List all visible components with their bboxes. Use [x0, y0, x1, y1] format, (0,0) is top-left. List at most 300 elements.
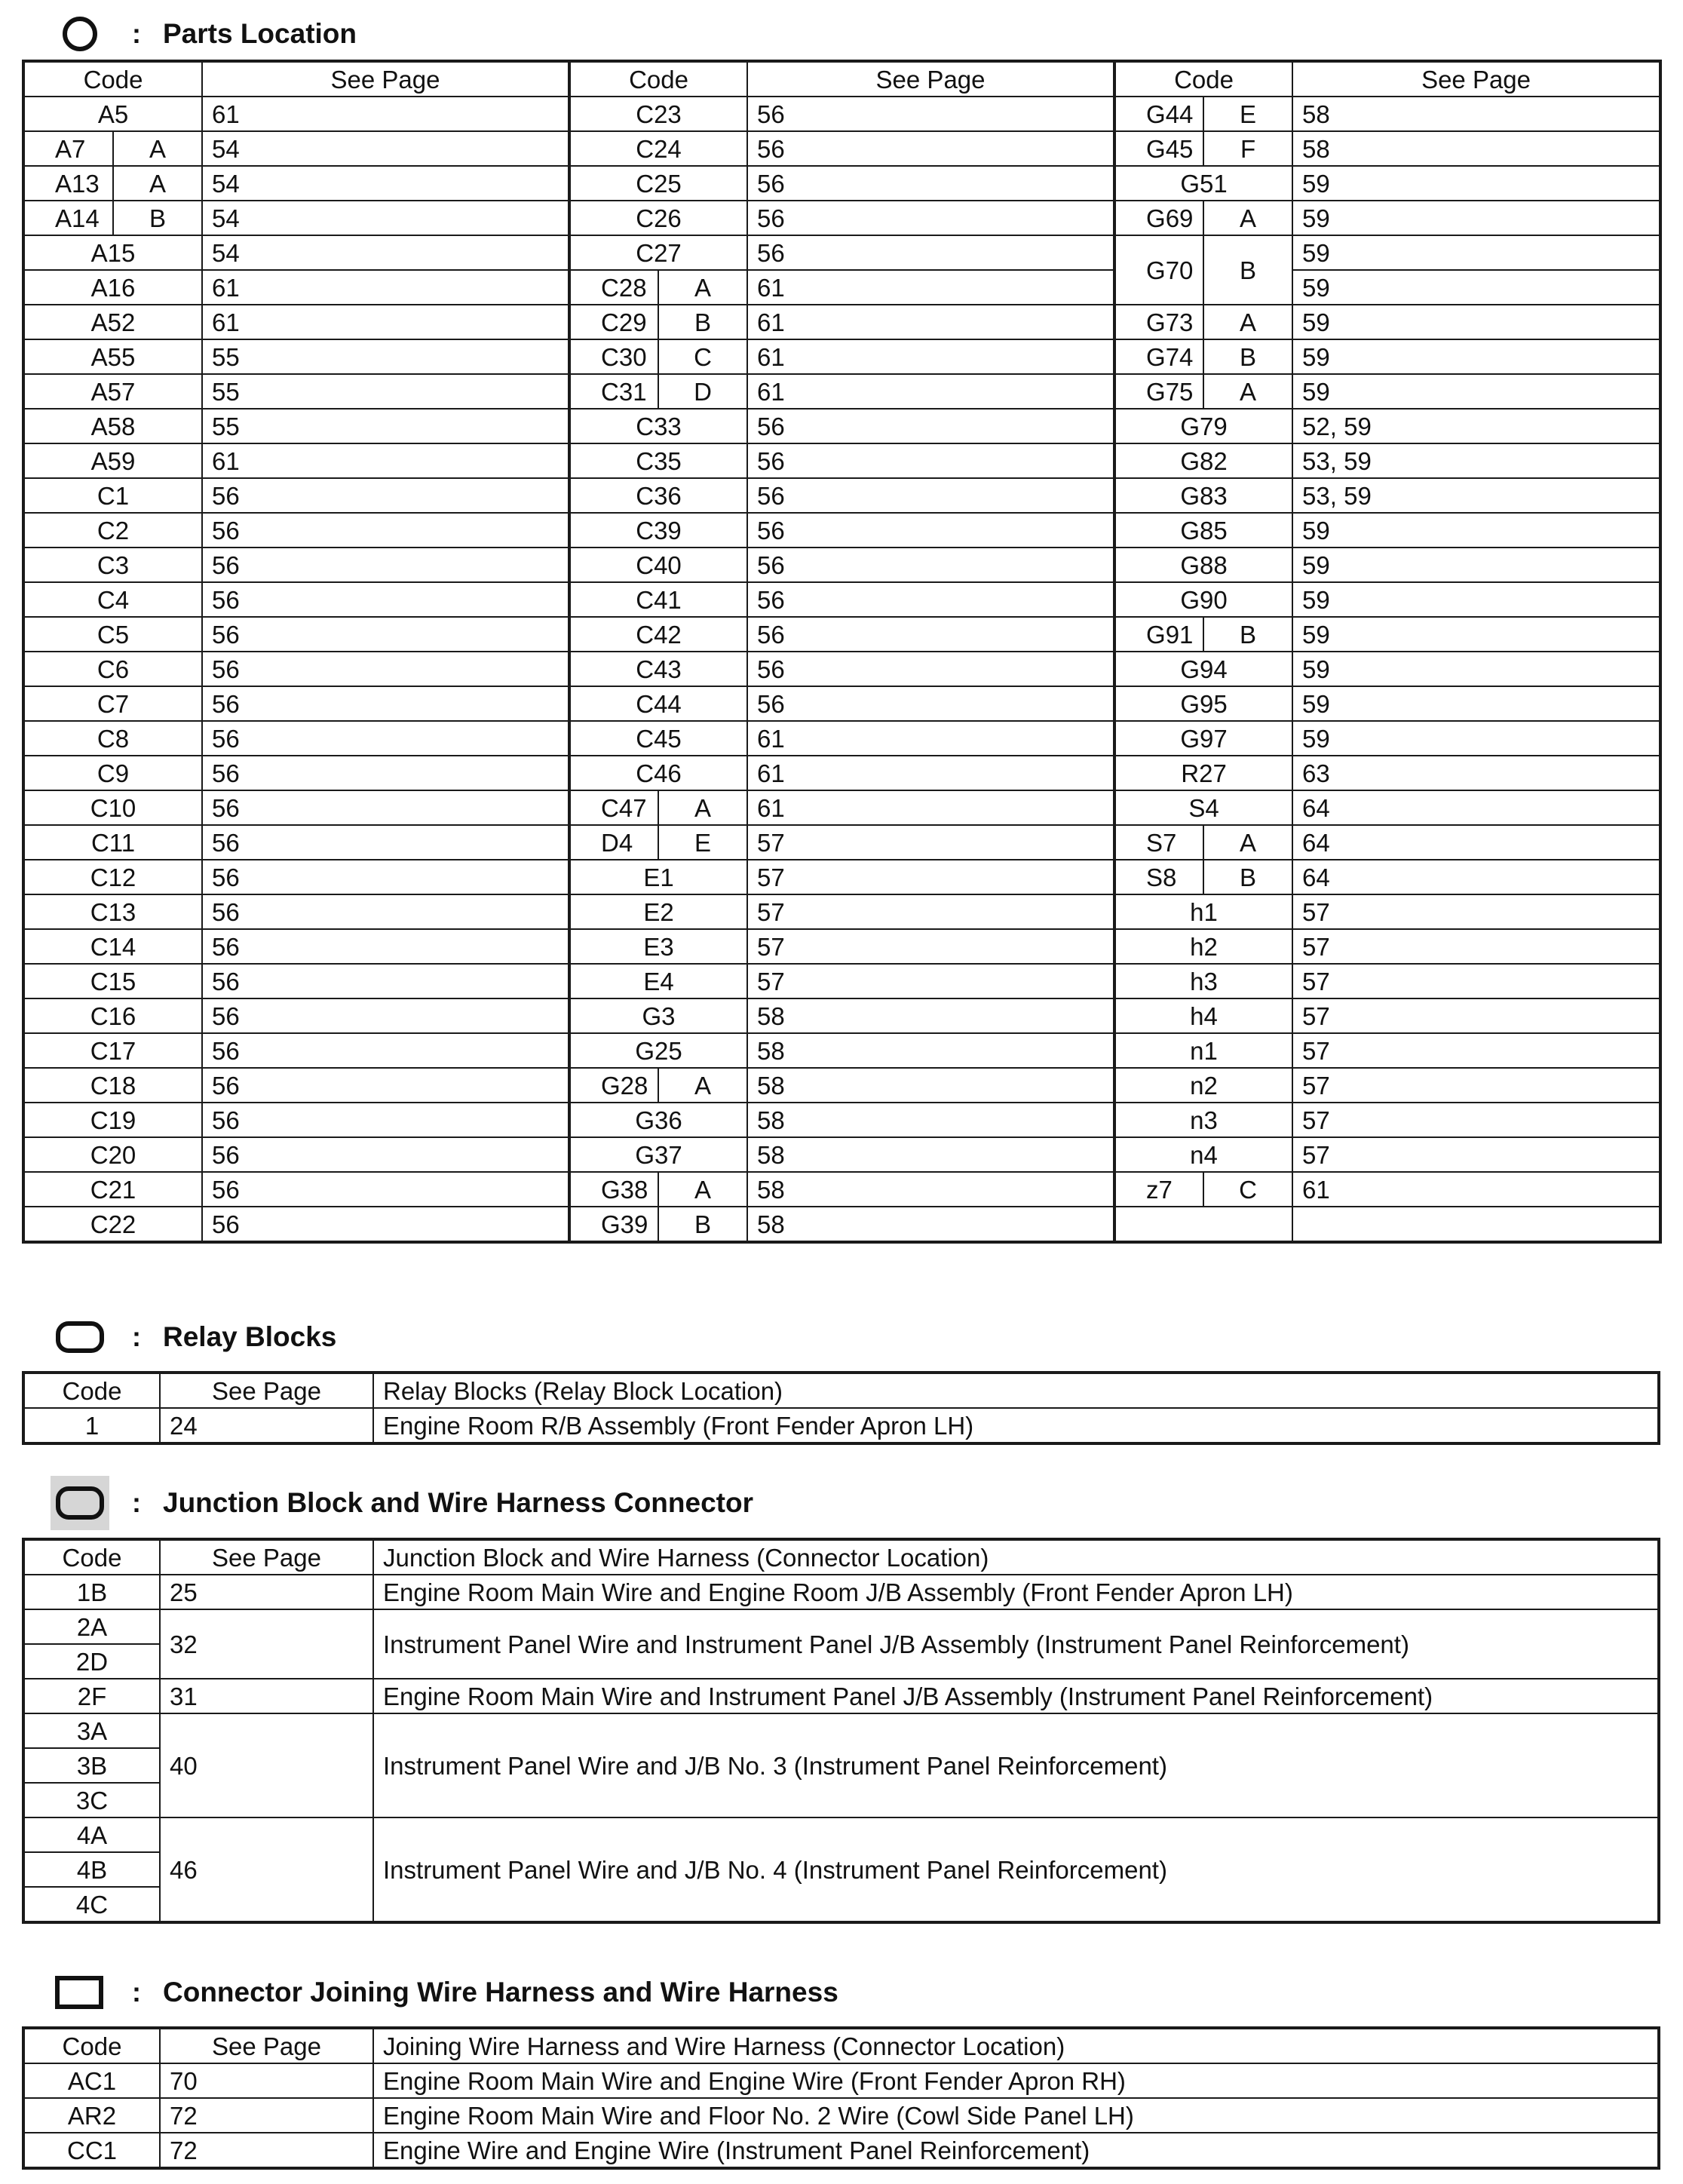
code-header: Code [24, 1540, 160, 1575]
code-cell: G3 [569, 998, 747, 1033]
code-cell: G74 [1114, 339, 1203, 374]
table-row [24, 2133, 1658, 2167]
code-cell: AR2 [24, 2098, 160, 2133]
table-row [24, 374, 1660, 409]
code-cell: C35 [569, 443, 747, 478]
see-page-header: See Page [747, 62, 1114, 97]
page-cell: 61 [202, 443, 569, 478]
code-cell: AC1 [24, 2063, 160, 2098]
table-row [24, 1408, 1658, 1443]
page-cell: 59 [1292, 513, 1660, 548]
code-cell: 3A [24, 1713, 160, 1748]
table-row [24, 1103, 1660, 1137]
code-cell: A58 [24, 409, 202, 443]
shaded-rounded-rect-icon [50, 1480, 110, 1526]
sub-code-cell: A [658, 270, 747, 305]
table-row [24, 998, 1660, 1033]
sub-code-cell: A [1203, 305, 1292, 339]
table-row [24, 1679, 1658, 1713]
code-cell: 1B [24, 1575, 160, 1609]
sub-code-cell: C [1203, 1172, 1292, 1207]
page-cell: 57 [1292, 964, 1660, 998]
table-row [24, 443, 1660, 478]
code-cell: C15 [24, 964, 202, 998]
table-row [24, 1575, 1658, 1609]
page-cell: 56 [747, 166, 1114, 201]
table-row [24, 1207, 1660, 1241]
page-cell: 56 [747, 409, 1114, 443]
table-row [24, 235, 1660, 270]
page-cell: 56 [202, 1172, 569, 1207]
page-cell: 56 [202, 860, 569, 894]
table-row [24, 305, 1660, 339]
page-cell: 56 [747, 97, 1114, 131]
table-row [24, 166, 1660, 201]
code-header: Code [569, 62, 747, 97]
page-cell: 56 [747, 686, 1114, 721]
table-row [24, 2098, 1658, 2133]
sub-code-cell: B [658, 305, 747, 339]
code-cell: G39 [569, 1207, 658, 1241]
page-cell: 46 [160, 1817, 373, 1922]
description-cell: Engine Room Main Wire and Engine Wire (Front Fender Apron RH) [373, 2063, 1658, 2098]
page-cell: 70 [160, 2063, 373, 2098]
code-cell: G51 [1114, 166, 1292, 201]
code-cell [1114, 1207, 1292, 1241]
page-cell: 57 [1292, 1033, 1660, 1068]
page-cell: 58 [1292, 131, 1660, 166]
table-row [24, 721, 1660, 756]
code-cell: G37 [569, 1137, 747, 1172]
page-cell: 31 [160, 1679, 373, 1713]
page-cell: 61 [1292, 1172, 1660, 1207]
page-cell: 56 [202, 582, 569, 617]
code-cell: A13 [24, 166, 113, 201]
code-cell: C11 [24, 825, 202, 860]
sub-code-cell: B [1203, 860, 1292, 894]
page-cell: 56 [202, 790, 569, 825]
joining-connector-heading [50, 1970, 838, 2015]
code-cell: A59 [24, 443, 202, 478]
code-cell: C22 [24, 1207, 202, 1241]
code-header: Code [1114, 62, 1292, 97]
junction-block-title: Junction Block and Wire Harness Connector [163, 1487, 753, 1518]
sub-code-cell: B [1203, 235, 1292, 305]
code-cell: n2 [1114, 1068, 1292, 1103]
page-cell: 64 [1292, 860, 1660, 894]
code-cell: D4 [569, 825, 658, 860]
page-cell: 63 [1292, 756, 1660, 790]
description-cell: Engine Room R/B Assembly (Front Fender Apron LH) [373, 1408, 1658, 1443]
page-cell: 55 [202, 339, 569, 374]
page-cell: 56 [747, 652, 1114, 686]
page-cell: 56 [747, 478, 1114, 513]
page-cell: 59 [1292, 617, 1660, 652]
joining-connector-title: Connector Joining Wire Harness and Wire Harness [163, 1977, 838, 2008]
table-row [24, 478, 1660, 513]
page-cell: 55 [202, 409, 569, 443]
page-cell: 59 [1292, 652, 1660, 686]
code-cell: n3 [1114, 1103, 1292, 1137]
code-cell: C1 [24, 478, 202, 513]
page-cell: 59 [1292, 721, 1660, 756]
code-cell: C30 [569, 339, 658, 374]
code-cell: C39 [569, 513, 747, 548]
table-row [24, 756, 1660, 790]
code-cell: C45 [569, 721, 747, 756]
code-cell: G73 [1114, 305, 1203, 339]
sub-code-cell: B [658, 1207, 747, 1241]
page-cell: 56 [202, 825, 569, 860]
code-cell: C5 [24, 617, 202, 652]
page-cell: 58 [747, 1103, 1114, 1137]
code-cell: C12 [24, 860, 202, 894]
page-cell: 59 [1292, 582, 1660, 617]
code-cell: C23 [569, 97, 747, 131]
code-cell: G70 [1114, 235, 1203, 305]
parts-location-table [23, 61, 1660, 1242]
table-header-row [24, 2029, 1658, 2063]
page-cell: 72 [160, 2133, 373, 2167]
code-cell: G88 [1114, 548, 1292, 582]
page-cell: 61 [747, 270, 1114, 305]
code-cell: G28 [569, 1068, 658, 1103]
code-cell: 2D [24, 1644, 160, 1679]
code-cell: C3 [24, 548, 202, 582]
page-cell: 57 [1292, 894, 1660, 929]
code-header: Code [24, 2029, 160, 2063]
table-row [24, 201, 1660, 235]
page-cell: 61 [747, 721, 1114, 756]
page-cell: 56 [202, 1068, 569, 1103]
code-cell: C24 [569, 131, 747, 166]
page-cell: 57 [1292, 929, 1660, 964]
code-cell: z7 [1114, 1172, 1203, 1207]
code-cell: 4B [24, 1852, 160, 1887]
description-cell: Engine Room Main Wire and Engine Room J/B Assembly (Front Fender Apron LH) [373, 1575, 1658, 1609]
relay-blocks-table [23, 1373, 1659, 1443]
code-cell: 2A [24, 1609, 160, 1644]
code-cell: C13 [24, 894, 202, 929]
parts-location-heading [50, 11, 357, 57]
sub-code-cell: C [658, 339, 747, 374]
code-cell: 4A [24, 1817, 160, 1852]
relay-blocks-heading [50, 1314, 336, 1360]
sub-code-cell: A [658, 790, 747, 825]
page-cell: 57 [747, 929, 1114, 964]
code-cell: C19 [24, 1103, 202, 1137]
page-cell: 56 [202, 652, 569, 686]
table-row [24, 97, 1660, 131]
see-page-header: See Page [160, 2029, 373, 2063]
table-row [24, 929, 1660, 964]
code-cell: A52 [24, 305, 202, 339]
page-cell: 59 [1292, 339, 1660, 374]
description-cell: Instrument Panel Wire and Instrument Panel J/B Assembly (Instrument Panel Reinforcement) [373, 1609, 1658, 1679]
code-cell: G83 [1114, 478, 1292, 513]
parts-location-title: Parts Location [163, 18, 357, 49]
page-cell: 61 [747, 790, 1114, 825]
page-cell: 59 [1292, 305, 1660, 339]
junction-block-table [23, 1539, 1659, 1922]
code-cell: C6 [24, 652, 202, 686]
code-cell: G25 [569, 1033, 747, 1068]
sub-code-cell: A [1203, 825, 1292, 860]
page-cell: 56 [202, 617, 569, 652]
code-cell: R27 [1114, 756, 1292, 790]
table-row [24, 2063, 1658, 2098]
code-cell: A15 [24, 235, 202, 270]
page-cell: 56 [202, 478, 569, 513]
code-cell: C27 [569, 235, 747, 270]
page-cell: 56 [747, 235, 1114, 270]
code-cell: C8 [24, 721, 202, 756]
code-cell: C41 [569, 582, 747, 617]
page-cell: 57 [747, 964, 1114, 998]
page-cell: 59 [1292, 686, 1660, 721]
table-row [24, 270, 1660, 305]
table-row [24, 582, 1660, 617]
code-cell: G97 [1114, 721, 1292, 756]
code-cell: G91 [1114, 617, 1203, 652]
page-cell: 56 [747, 443, 1114, 478]
table-row [24, 686, 1660, 721]
code-cell: G44 [1114, 97, 1203, 131]
junction-block-heading [50, 1480, 753, 1526]
code-cell: C2 [24, 513, 202, 548]
page-cell: 24 [160, 1408, 373, 1443]
page-cell: 56 [202, 894, 569, 929]
code-cell: S4 [1114, 790, 1292, 825]
code-cell: C33 [569, 409, 747, 443]
code-cell: h2 [1114, 929, 1292, 964]
heading-colon: : [132, 18, 141, 49]
heading-colon: : [132, 1977, 141, 2008]
sub-code-cell: F [1203, 131, 1292, 166]
page-cell: 56 [202, 964, 569, 998]
table-row [24, 1817, 1658, 1852]
code-cell: h1 [1114, 894, 1292, 929]
code-cell: C9 [24, 756, 202, 790]
sub-code-cell: A [658, 1068, 747, 1103]
code-cell: A7 [24, 131, 113, 166]
page-cell: 54 [202, 131, 569, 166]
see-page-header: See Page [202, 62, 569, 97]
table-row [24, 409, 1660, 443]
description-cell: Engine Room Main Wire and Floor No. 2 Wire (Cowl Side Panel LH) [373, 2098, 1658, 2133]
page-cell: 57 [1292, 1137, 1660, 1172]
code-cell: n4 [1114, 1137, 1292, 1172]
code-cell: A5 [24, 97, 202, 131]
code-cell: C43 [569, 652, 747, 686]
rounded-rect-icon [50, 1314, 110, 1360]
page-cell: 53, 59 [1292, 443, 1660, 478]
table-row [24, 617, 1660, 652]
code-cell: 3C [24, 1783, 160, 1817]
page-cell: 56 [202, 1207, 569, 1241]
code-cell: A57 [24, 374, 202, 409]
page-cell: 56 [747, 513, 1114, 548]
page-cell: 58 [747, 1207, 1114, 1241]
code-header: Code [24, 1373, 160, 1408]
sub-code-cell: E [658, 825, 747, 860]
sub-code-cell: A [658, 1172, 747, 1207]
page-cell: 58 [747, 1068, 1114, 1103]
page-cell: 56 [202, 686, 569, 721]
page-cell: 56 [202, 548, 569, 582]
table-row [24, 1713, 1658, 1748]
page-cell: 59 [1292, 548, 1660, 582]
sub-code-cell: D [658, 374, 747, 409]
page-cell: 64 [1292, 790, 1660, 825]
page-cell: 58 [747, 1137, 1114, 1172]
table-row [24, 860, 1660, 894]
code-cell: C7 [24, 686, 202, 721]
page-cell: 57 [1292, 998, 1660, 1033]
page-cell: 32 [160, 1609, 373, 1679]
table-header-row [24, 1540, 1658, 1575]
description-cell: Engine Wire and Engine Wire (Instrument Panel Reinforcement) [373, 2133, 1658, 2167]
code-cell: C16 [24, 998, 202, 1033]
code-cell: C18 [24, 1068, 202, 1103]
description-header: Junction Block and Wire Harness (Connector Location) [373, 1540, 1658, 1575]
page-cell: 58 [1292, 97, 1660, 131]
page-cell: 56 [747, 131, 1114, 166]
code-cell: E1 [569, 860, 747, 894]
table-row [24, 513, 1660, 548]
page-cell: 56 [202, 998, 569, 1033]
page-cell: 61 [202, 270, 569, 305]
code-cell: C40 [569, 548, 747, 582]
page-cell: 59 [1292, 374, 1660, 409]
page-cell: 58 [747, 1033, 1114, 1068]
code-cell: C25 [569, 166, 747, 201]
code-cell: A14 [24, 201, 113, 235]
page-cell: 54 [202, 201, 569, 235]
page-cell: 61 [202, 305, 569, 339]
page-cell: 56 [747, 548, 1114, 582]
page-cell: 52, 59 [1292, 409, 1660, 443]
table-row [24, 964, 1660, 998]
page-cell: 59 [1292, 166, 1660, 201]
page-cell: 56 [202, 513, 569, 548]
code-cell: C4 [24, 582, 202, 617]
code-cell: C31 [569, 374, 658, 409]
page-cell: 61 [202, 97, 569, 131]
code-cell: 2F [24, 1679, 160, 1713]
page-cell: 61 [747, 374, 1114, 409]
page-cell: 56 [202, 721, 569, 756]
description-header: Joining Wire Harness and Wire Harness (Connector Location) [373, 2029, 1658, 2063]
code-cell: h4 [1114, 998, 1292, 1033]
code-cell: C47 [569, 790, 658, 825]
page-cell: 58 [747, 1172, 1114, 1207]
code-cell: C14 [24, 929, 202, 964]
page-cell: 59 [1292, 235, 1660, 270]
code-cell: A55 [24, 339, 202, 374]
table-row [24, 339, 1660, 374]
see-page-header: See Page [1292, 62, 1660, 97]
heading-colon: : [132, 1487, 141, 1518]
table-row [24, 548, 1660, 582]
code-cell: G82 [1114, 443, 1292, 478]
square-icon [50, 1970, 110, 2015]
table-header-row [24, 62, 1660, 97]
code-cell: E4 [569, 964, 747, 998]
page-cell: 61 [747, 305, 1114, 339]
page-cell: 64 [1292, 825, 1660, 860]
code-cell: G36 [569, 1103, 747, 1137]
sub-code-cell: A [113, 131, 202, 166]
code-cell: C42 [569, 617, 747, 652]
table-row [24, 825, 1660, 860]
code-cell: C26 [569, 201, 747, 235]
code-cell: E2 [569, 894, 747, 929]
page-cell: 56 [747, 617, 1114, 652]
page-cell: 57 [1292, 1103, 1660, 1137]
page-cell: 56 [202, 929, 569, 964]
page-cell: 56 [202, 1137, 569, 1172]
code-cell: C21 [24, 1172, 202, 1207]
code-cell: G69 [1114, 201, 1203, 235]
page-cell: 57 [747, 825, 1114, 860]
table-row [24, 894, 1660, 929]
page-cell: 40 [160, 1713, 373, 1817]
code-cell: CC1 [24, 2133, 160, 2167]
sub-code-cell: A [1203, 374, 1292, 409]
code-cell: G94 [1114, 652, 1292, 686]
see-page-header: See Page [160, 1373, 373, 1408]
code-cell: C46 [569, 756, 747, 790]
page-cell: 54 [202, 166, 569, 201]
page-cell: 61 [747, 339, 1114, 374]
code-cell: G90 [1114, 582, 1292, 617]
sub-code-cell: B [1203, 339, 1292, 374]
page-cell: 56 [202, 1103, 569, 1137]
page-cell: 58 [747, 998, 1114, 1033]
code-cell: G75 [1114, 374, 1203, 409]
table-row [24, 652, 1660, 686]
sub-code-cell: B [113, 201, 202, 235]
code-cell: G79 [1114, 409, 1292, 443]
code-cell: C10 [24, 790, 202, 825]
table-row [24, 1137, 1660, 1172]
page-cell: 56 [202, 756, 569, 790]
code-cell: G38 [569, 1172, 658, 1207]
table-row [24, 1068, 1660, 1103]
page-cell: 57 [747, 894, 1114, 929]
code-cell: C17 [24, 1033, 202, 1068]
table-row [24, 1172, 1660, 1207]
page-cell: 57 [1292, 1068, 1660, 1103]
code-cell: A16 [24, 270, 202, 305]
code-cell: S7 [1114, 825, 1203, 860]
code-cell: E3 [569, 929, 747, 964]
description-cell: Engine Room Main Wire and Instrument Panel J/B Assembly (Instrument Panel Reinforcement) [373, 1679, 1658, 1713]
page-cell: 56 [747, 201, 1114, 235]
page-cell: 25 [160, 1575, 373, 1609]
heading-colon: : [132, 1321, 141, 1352]
sub-code-cell: E [1203, 97, 1292, 131]
page-cell: 55 [202, 374, 569, 409]
code-cell: G85 [1114, 513, 1292, 548]
code-cell: 1 [24, 1408, 160, 1443]
code-cell: 4C [24, 1887, 160, 1922]
page-cell: 57 [747, 860, 1114, 894]
code-cell: C44 [569, 686, 747, 721]
page-cell: 56 [202, 1033, 569, 1068]
code-cell: G45 [1114, 131, 1203, 166]
